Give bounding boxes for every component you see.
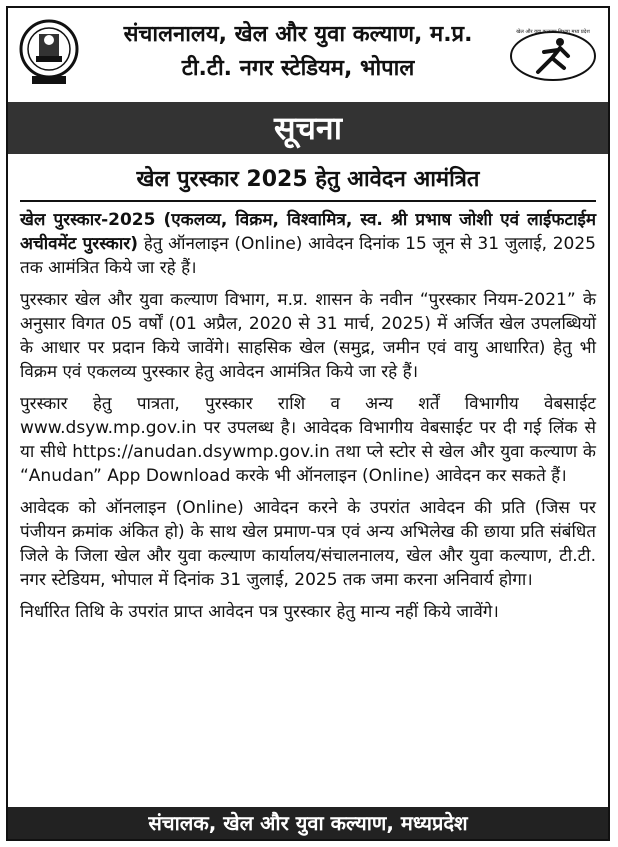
header-line-1: संचालनालय, खेल और युवा कल्याण, म.प्र. — [123, 22, 473, 47]
paragraph-1-rest: हेतु ऑनलाइन (Online) आवेदन दिनांक 15 जून से 31 जुलाई, 2025 तक आमंत्रित किये जा रहे हैं। — [20, 234, 596, 278]
notice-frame — [6, 6, 610, 841]
notice-header — [8, 8, 608, 100]
sports-department-logo-icon — [508, 26, 598, 82]
paragraph-1 — [20, 208, 596, 280]
header-title — [88, 18, 508, 86]
notice-title: खेल पुरस्कार 2025 हेतु आवेदन आमंत्रित — [20, 164, 596, 202]
paragraph-2: पुरस्कार खेल और युवा कल्याण विभाग, म.प्र. शासन के नवीन “पुरस्कार नियम-2021” के अनुसार विगत 05 वर्षों (01 अप्रैल, 2020 से 31 मार्च, 2025) में अर्जित खेल उपलब्धियों के आधार पर प्रदान किये जावेंगे। साहसिक खेल (समुद्र, जमीन एवं वायु आधारित) हेतु भी विक्रम एवं एकलव्य पुरस्कार हेतु आवेदन आमंत्रित किये जा रहे हैं। — [20, 290, 596, 382]
paragraph-3: पुरस्कार हेतु पात्रता, पुरस्कार राशि व अन्य शर्तें विभागीय वेबसाईट www.dsyw.mp.gov.in पर उपलब्ध है। आवेदक विभागीय वेबसाईट पर दी गई लिंक से या सीधे https://anudan.dsywmp.gov.in तथा प्ले स्टोर से खेल और युवा कल्याण के “Anudan” App Download करके भी ऑनलाइन (Online) आवेदन कर सकते हैं। — [20, 394, 596, 486]
notice-banner: सूचना — [8, 102, 608, 154]
logo-caption: खेल और युवा कल्याण विभाग मध्य प्रदेश — [516, 29, 590, 35]
paragraph-1-lead: खेल पुरस्कार-2025 (एकलव्य, विक्रम, विश्वामित्र, स्व. श्री प्रभाष जोशी एवं लाईफटाईम अचीवमेंट पुरस्कार) — [20, 210, 596, 254]
notice-footer: संचालक, खेल और युवा कल्याण, मध्यप्रदेश — [8, 807, 608, 839]
paragraph-5: निर्धारित तिथि के उपरांत प्राप्त आवेदन पत्र पुरस्कार हेतु मान्य नहीं किये जावेंगे। — [20, 602, 499, 622]
paragraph-4: आवेदक को ऑनलाइन (Online) आवेदन करने के उपरांत आवेदन की प्रति (जिस पर पंजीयन क्रमांक अंकित हो) के साथ खेल प्रमाण-पत्र एवं अन्य अभिलेख की छाया प्रति संबंधित जिले के जिला खेल और युवा कल्याण कार्यालय/संचालनालय, खेल और युवा कल्याण, टी.टी. नगर स्टेडियम, भोपाल में दिनांक 31 जुलाई, 2025 तक जमा करना अनिवार्य होगा। — [20, 498, 596, 590]
notice-body — [8, 158, 608, 818]
state-emblem-icon — [18, 18, 80, 88]
header-line-2: टी.टी. नगर स्टेडियम, भोपाल — [181, 56, 415, 81]
